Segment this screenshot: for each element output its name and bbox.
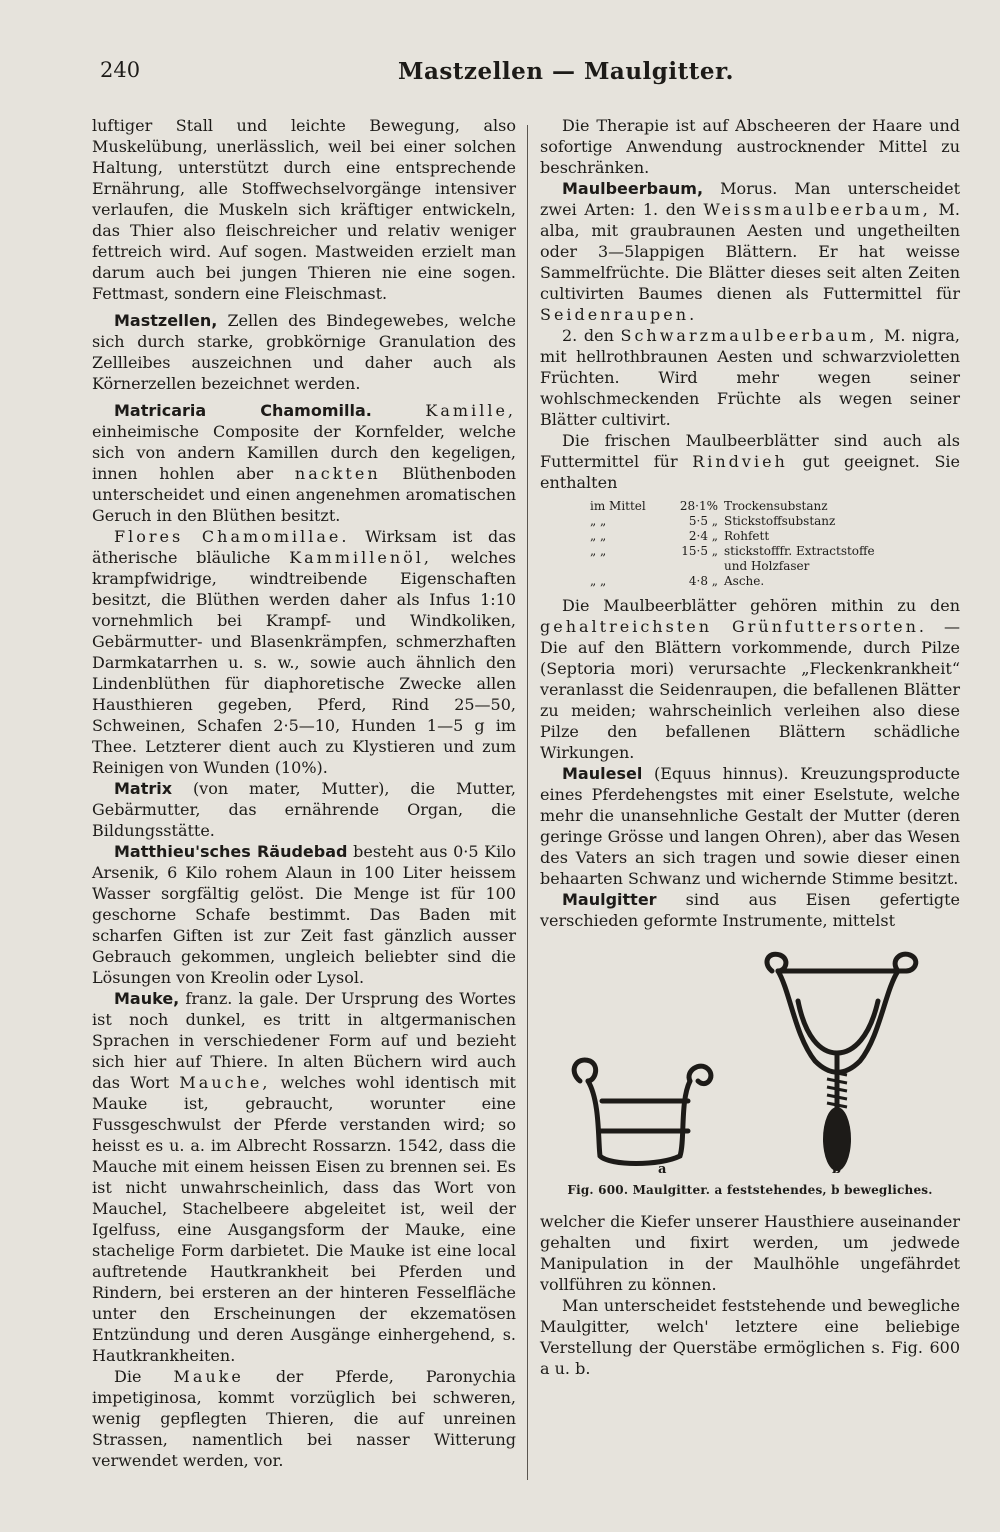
- entry-matthieu: [92, 841, 516, 988]
- entry-mauke: [92, 988, 516, 1366]
- entry-text: welches krampfwidrige, windtreibende Eigenschaften besitzt, die Blüthen werden daher als Infus 1:10 vornehmlich bei Krampf- und Windkoliken, Gebärmutter- und Blasenkrämpfen, schmerzhaften Darmkatarrhen u. s. w., sowie auch ähnlich den Lindenblüthen für diaphoretische Zwecke allen Hausthieren gegeben, Pferd, Rind 25—50, Schweinen, Schafen 2·5—10, Hunden 1—5 g im Thee. Letzterer dient auch zu Klystieren und zum Reinigen von Wunden (10%).: [92, 548, 516, 777]
- entry-headword: Maulesel: [562, 764, 643, 783]
- entry-text: (von mater, Mutter), die Mutter, Gebärmutter, das ernährende Organ, die Bildungsstätte.: [92, 779, 516, 840]
- entry-text: M. nigra, mit hellrothbraunen Aesten und schwarzvioletten Früchten. Wird mehr wegen seiner wohlschmeckenden Früchte als wegen seiner Blätter cultivirt.: [540, 326, 960, 429]
- table-row: „ „ 5·5 „ Stickstoffsubstanz: [590, 514, 836, 528]
- spaced-term: Weissmaulbeerbaum,: [703, 200, 931, 219]
- figure-label-a: a: [658, 1162, 667, 1177]
- entry-maulgitter: [540, 889, 960, 931]
- page-header: [100, 58, 960, 98]
- entry-gehaltreich: [540, 595, 960, 763]
- entry-therapie: Die Therapie ist auf Abscheeren der Haare und sofortige Anwendung austrocknender Mittel zu beschränken.: [540, 116, 960, 177]
- left-column: [92, 115, 516, 1471]
- spaced-term: gehaltreichsten Grünfuttersorten.: [540, 617, 928, 636]
- entry-headword: Mastzellen,: [114, 311, 218, 330]
- spaced-term: Schwarzmaulbeerbaum,: [620, 326, 878, 345]
- figure-label-b: b: [832, 1162, 842, 1177]
- page-number: 240: [100, 58, 141, 82]
- entry-mastzellen: [92, 310, 516, 394]
- entry-text: — Die auf den Blättern vorkommende, durch Pilze (Septoria mori) verursachte „Fleckenkrankheit“ veranlasst die Seidenraupen, die befallenen Blätter zu meiden; wahrscheinlich verleihen also diese Pilze den befallenen Blättern schädliche Wirkungen.: [540, 617, 960, 762]
- entry-mast-continued: luftiger Stall und leichte Bewegung, also Muskelübung, unerlässlich, weil bei einer solchen Haltung, unterstützt durch eine entsprechende Ernährung, alle Stoffwechselvorgänge intensiver verlaufen, die Muskeln sich kräftiger entwickeln, das Thier also fleischreicher und relativ weniger fettreich wird. Auf sogen. Mastweiden erzielt man darum auch bei jungen Thieren nie eine sogen. Fettmast, sondern eine Fleischmast.: [92, 116, 516, 303]
- spaced-term: nackten: [294, 464, 381, 483]
- adjustable-gag-drawing: [767, 954, 916, 1111]
- entry-text: Die Maulbeerblätter gehören mithin zu den: [562, 596, 960, 615]
- entry-maulgitter-types: Man unterscheidet feststehende und bewegliche Maulgitter, welch' letztere eine beliebige Verstellung der Querstäbe ermöglichen s. Fig. 600 a u. b.: [540, 1296, 960, 1378]
- composition-table: [590, 499, 960, 589]
- entry-text: Die frischen Maulbeerblätter sind auch als Futtermittel für: [540, 431, 960, 471]
- right-column: [540, 115, 960, 1379]
- entry-matrix: [92, 778, 516, 841]
- entry-text: Blüthenboden unterscheidet und einen angenehmen aromatischen Geruch in den Blüthen besitzt.: [92, 464, 516, 525]
- spaced-term: Rindvieh: [692, 452, 788, 471]
- entry-matricaria: [92, 400, 516, 526]
- entry-text: 2. den: [562, 326, 614, 345]
- entry-text: welches wohl identisch mit Mauke ist, gebraucht, worunter eine Fussgeschwulst der Pferde verstanden wird; so heisst es u. a. im Albrecht Rossarzn. 1542, dass die Mauche mit einem heissen Eisen zu brennen sei. Es ist nicht unwahrscheinlich, dass das Wort von Mauchel, Stachelbeere abgeleitet ist, weil der Igelfuss, eine Ausgangsform der Mauke, eine stachelige Form darbietet. Die Mauke ist eine local auftretende Hautkrankheit bei Pferden und Rindern, bei ersteren an der hinteren Fesselfläche unter den Erscheinungen der ekzematösen Entzündung und deren Ausgänge einhergehend, s. Hautkrankheiten.: [92, 1073, 516, 1365]
- entry-text: gut geeignet. Sie enthalten: [540, 452, 961, 492]
- figure-caption: Fig. 600. Maulgitter. a feststehendes, b bewegliches.: [567, 1183, 933, 1197]
- entry-text: Morus. Man unterscheidet zwei Arten: 1. den: [540, 179, 960, 219]
- table-row: „ „ 2·4 „ Rohfett: [590, 529, 770, 543]
- fixed-gag-drawing: [574, 1060, 711, 1163]
- spaced-term: Flores Chamomillae.: [114, 527, 350, 546]
- entry-text: einheimische Composite der Kornfelder, welche sich von andern Kamillen durch den kegeligen, innen hohlen aber: [92, 422, 516, 483]
- entry-headword: Matthieu'sches Räudebad: [114, 842, 348, 861]
- entry-headword: Matrix: [114, 779, 173, 798]
- table-row: und Holzfaser: [724, 559, 810, 573]
- entry-maulesel: [540, 763, 960, 889]
- entry-headword: Matricaria Chamomilla.: [114, 401, 372, 420]
- entry-headword: Maulgitter: [562, 890, 657, 909]
- entry-schwarzmaulbeer: [540, 325, 960, 430]
- spaced-term: Mauche,: [179, 1073, 271, 1092]
- entry-maulgitter-continued: welcher die Kiefer unserer Hausthiere auseinander gehalten und fixirt werden, um jedwede Manipulation in der Maulhöhle ungefährdet vollführen zu können.: [540, 1212, 960, 1294]
- maulgitter-illustration: [540, 941, 960, 1176]
- spaced-term: Kamille,: [425, 401, 516, 420]
- entry-text: Die: [114, 1367, 142, 1386]
- figure-maulgitter: [540, 941, 960, 1176]
- entry-text: Wirksam ist das ätherische bläuliche: [92, 527, 516, 567]
- entry-headword: Mauke,: [114, 989, 180, 1008]
- entry-mauke-pferde: [92, 1366, 516, 1471]
- entry-headword: Maulbeerbaum,: [562, 179, 704, 198]
- entry-text: franz. la gale. Der Ursprung des Wortes ist noch dunkel, es tritt in altgermanischen Sprachen in verschiedener Form auf und bezieht sich hier auf Thiere. In alten Büchern wird auch das Wort: [92, 989, 516, 1092]
- table-row: im Mittel 28·1% Trockensubstanz: [590, 499, 828, 513]
- entry-text: Zellen des Bindegewebes, welche sich durch starke, grobkörnige Granulation des Zellleibes auszeichnen und daher auch als Körnerzellen bezeichnet werden.: [92, 311, 516, 393]
- table-row: „ „ 4·8 „ Asche.: [590, 574, 765, 588]
- entry-futter: [540, 430, 960, 493]
- running-title: Mastzellen — Maulgitter.: [398, 58, 735, 85]
- table-row: „ „ 15·5 „ stickstofffr. Extractstoffe: [590, 544, 875, 558]
- spaced-term: Kammillenöl,: [289, 548, 432, 567]
- entry-maulbeerbaum: [540, 178, 960, 325]
- entry-flores: [92, 526, 516, 778]
- spaced-term: Mauke: [173, 1367, 244, 1386]
- column-divider: [527, 125, 528, 1480]
- entry-text: besteht aus 0·5 Kilo Arsenik, 6 Kilo rohem Alaun in 100 Liter heissem Wasser sorgfältig gelöst. Die Menge ist für 100 geschorne Schafe bestimmt. Das Baden mit scharfen Giften ist zur Zeit fast gänzlich ausser Gebrauch gekommen, ungleich beliebter sind die Lösungen von Kreolin oder Lysol.: [92, 842, 516, 987]
- entry-text: der Pferde, Paronychia impetiginosa, kommt vorzüglich bei schweren, wenig gepflegten Thieren, die auf unreinen Strassen, namentlich bei nasser Witterung verwendet werden, vor.: [92, 1367, 517, 1470]
- entry-text: (Equus hinnus). Kreuzungsproducte eines Pferdehengstes mit einer Eselstute, welche mehr die unansehnliche Gestalt der Mutter (deren geringe Grösse und langen Ohren), aber das Wesen des Vaters an sich tragen und sowie dieser einen behaarten Schwanz und wichernde Stimme besitzt.: [540, 764, 961, 888]
- entry-text: sind aus Eisen gefertigte verschieden geformte Instrumente, mittelst: [540, 890, 961, 930]
- spaced-term: Seidenraupen.: [540, 305, 698, 324]
- entry-text: M. alba, mit graubraunen Aesten und ungetheilten oder 3—5lappigen Blättern. Er hat weisse Sammelfrüchte. Die Blätter dieses seit alten Zeiten cultivirten Baumes dienen als Futtermittel für: [540, 200, 960, 303]
